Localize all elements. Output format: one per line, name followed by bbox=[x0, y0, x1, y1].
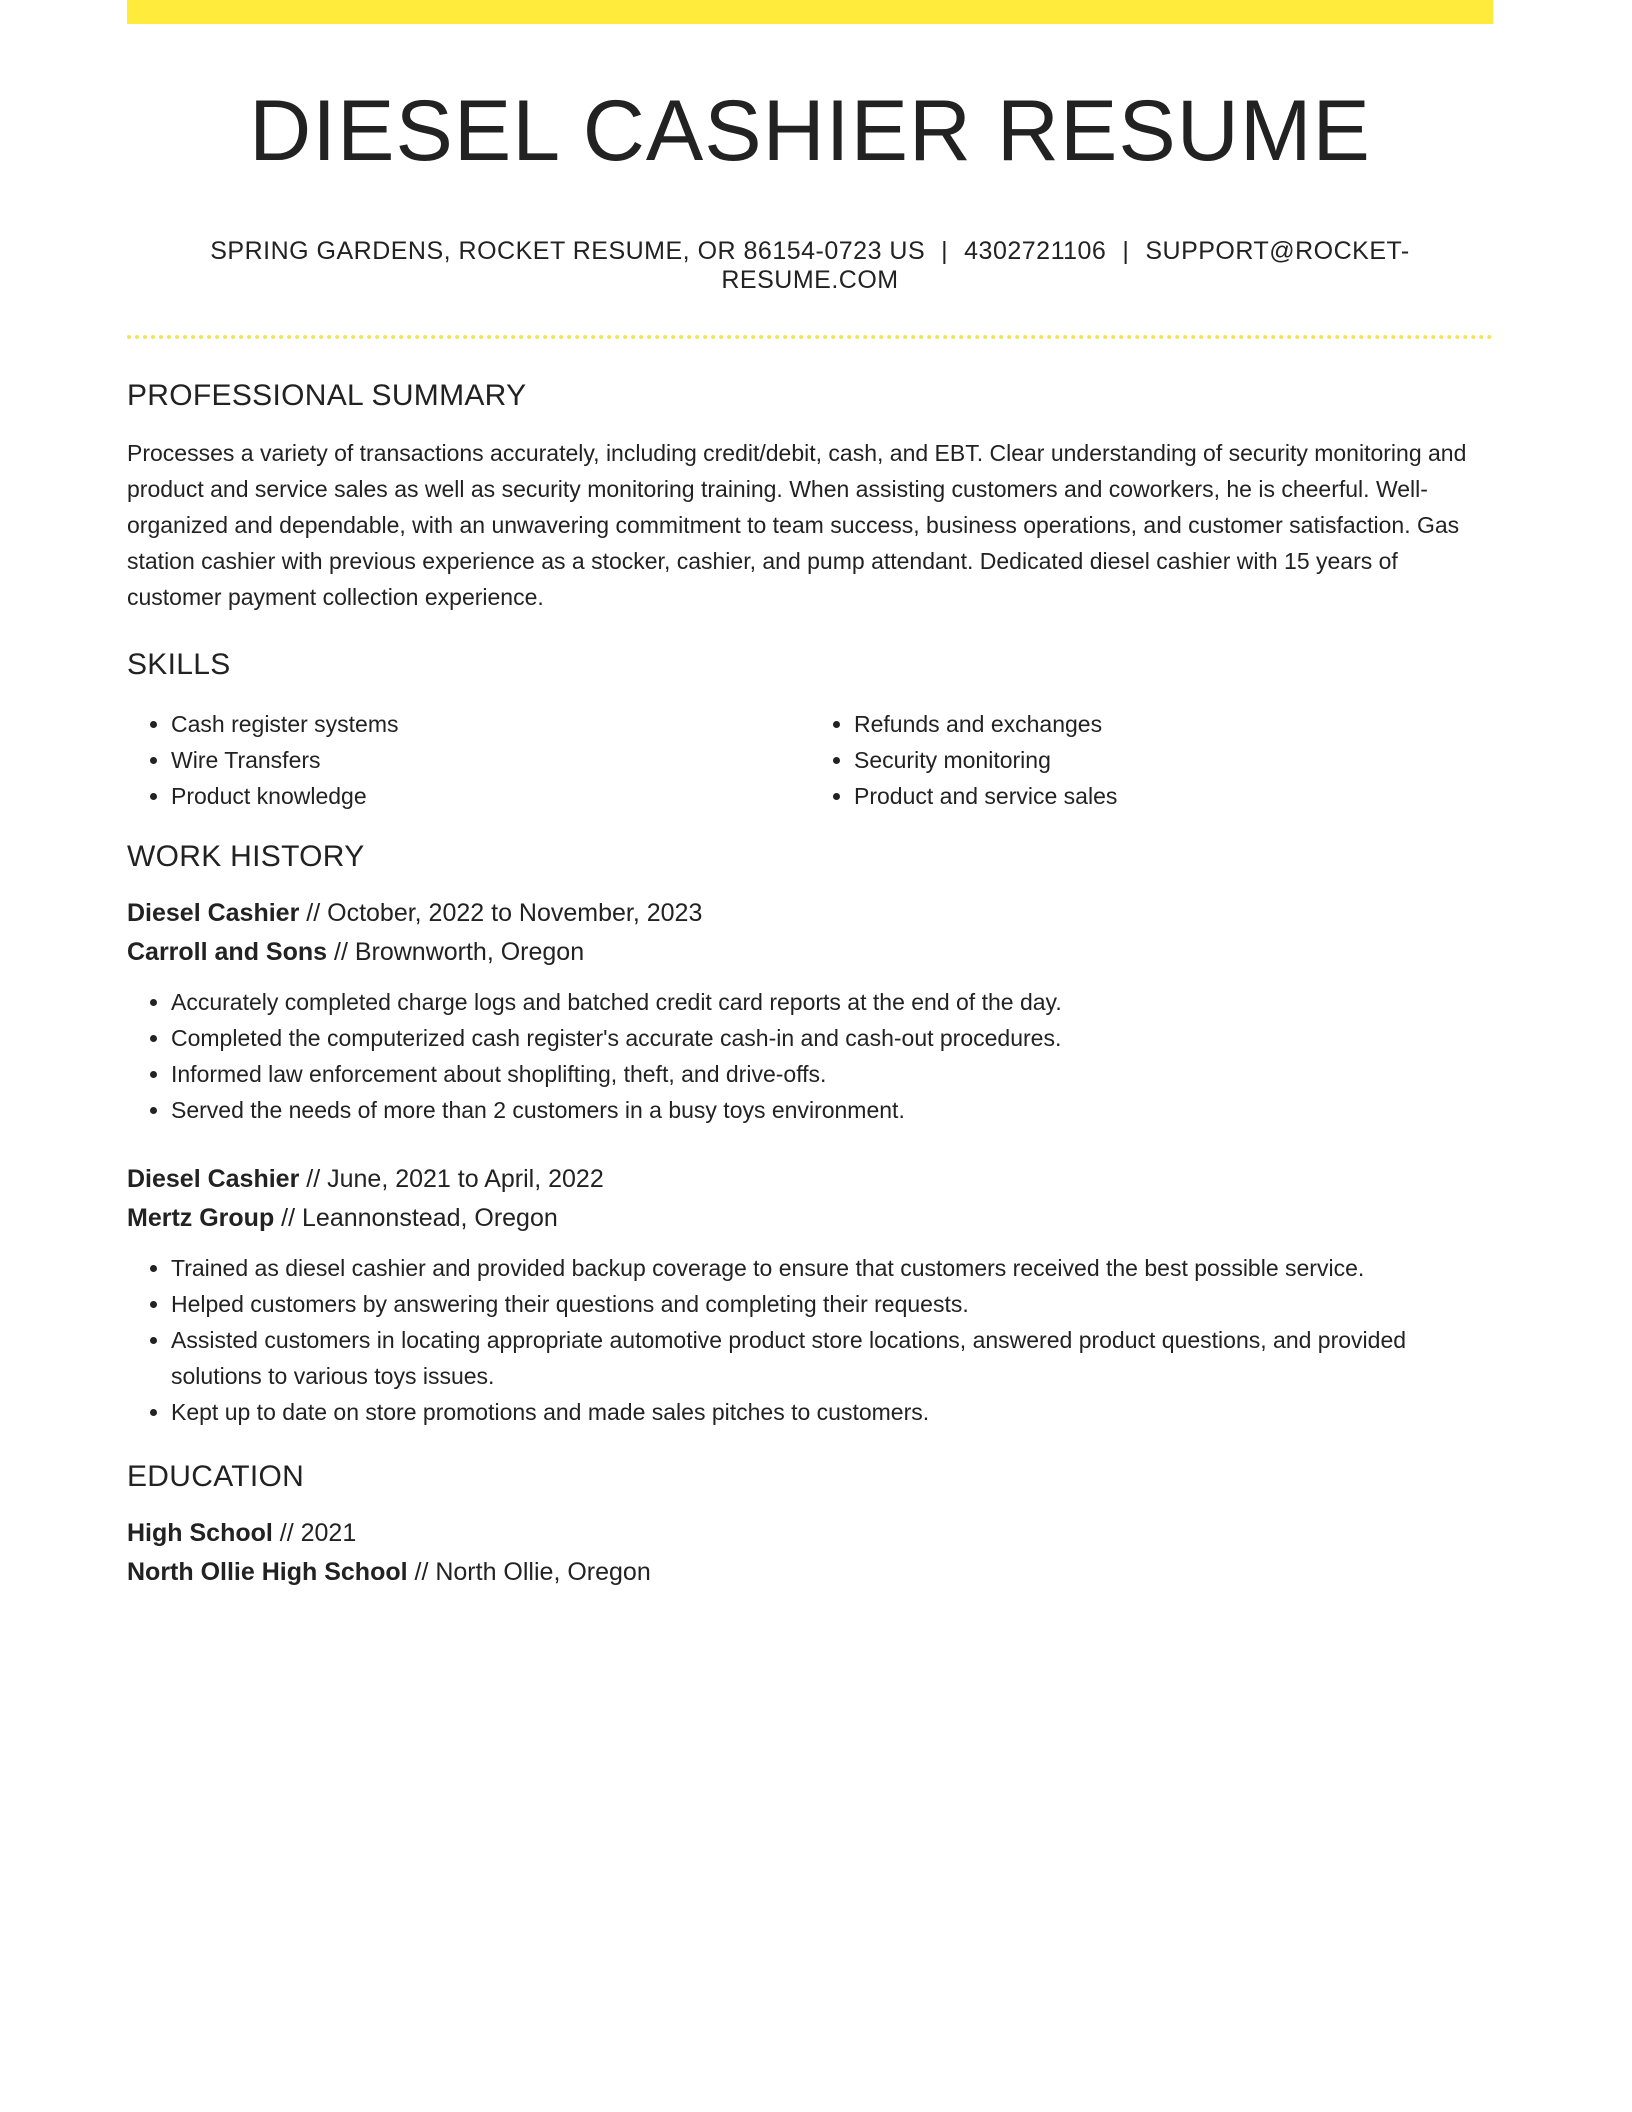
contact-email: SUPPORT@ROCKET-RESUME.COM bbox=[721, 236, 1410, 294]
job-location: // Leannonstead, Oregon bbox=[281, 1203, 558, 1232]
job-bullets bbox=[127, 1250, 1493, 1430]
contact-line bbox=[127, 237, 1493, 295]
skills-grid bbox=[127, 706, 1493, 814]
education-location: // North Ollie, Oregon bbox=[414, 1557, 651, 1586]
job-entry bbox=[127, 1160, 1493, 1430]
job-bullet: • Kept up to date on store promotions and made sales pitches to customers. bbox=[171, 1394, 1493, 1430]
job-bullet: • Completed the computerized cash register's accurate cash-in and cash-out procedures. bbox=[171, 1020, 1493, 1056]
resume-page bbox=[127, 0, 1493, 1592]
job-dates: // October, 2022 to November, 2023 bbox=[306, 898, 703, 927]
job-bullet: • Accurately completed charge logs and batched credit card reports at the end of the day. bbox=[171, 984, 1493, 1020]
education-degree: High School bbox=[127, 1518, 273, 1547]
education-heading: EDUCATION bbox=[127, 1459, 305, 1493]
accent-bar bbox=[127, 0, 1493, 24]
job-company: Carroll and Sons bbox=[127, 937, 328, 966]
contact-address: SPRING GARDENS, ROCKET RESUME, OR 86154-0723 US bbox=[210, 236, 926, 265]
skills-column-right bbox=[810, 706, 1493, 814]
job-bullet: • Informed law enforcement about shoplifting, theft, and drive-offs. bbox=[171, 1056, 1493, 1092]
skill-item: • Refunds and exchanges bbox=[854, 706, 1493, 742]
summary-text: Processes a variety of transactions accurately, including credit/debit, cash, and EBT. Clear understanding of security monitoring and product and service sales as well as security monitoring training. When assisting customers and coworkers, he is cheerful. Well-organized and dependable, with an unwavering commitment to team success, business operations, and customer satisfaction. Gas station cashier with previous experience as a stocker, cashier, and pump attendant. Dedicated diesel cashier with 15 years of customer payment collection experience. bbox=[127, 439, 1467, 610]
job-title: Diesel Cashier bbox=[127, 1164, 300, 1193]
job-title-line bbox=[127, 1160, 1493, 1199]
header-divider bbox=[127, 335, 1493, 339]
job-bullet: • Assisted customers in locating appropriate automotive product store locations, answered product questions, and provided solutions to various toys issues. bbox=[171, 1322, 1493, 1394]
job-title: Diesel Cashier bbox=[127, 898, 300, 927]
job-location: // Brownworth, Oregon bbox=[334, 937, 585, 966]
contact-separator: | bbox=[1122, 236, 1130, 265]
job-dates: // June, 2021 to April, 2022 bbox=[306, 1164, 604, 1193]
skills-column-left bbox=[127, 706, 810, 814]
education-school: North Ollie High School bbox=[127, 1557, 408, 1586]
skill-item: • Wire Transfers bbox=[171, 742, 810, 778]
job-bullet: • Trained as diesel cashier and provided backup coverage to ensure that customers received the best possible service. bbox=[171, 1250, 1493, 1286]
skill-item: • Product and service sales bbox=[854, 778, 1493, 814]
job-company-line bbox=[127, 1199, 1493, 1238]
education-year: // 2021 bbox=[279, 1518, 357, 1547]
job-bullet: • Served the needs of more than 2 customers in a busy toys environment. bbox=[171, 1092, 1493, 1128]
work-history-heading: WORK HISTORY bbox=[127, 839, 365, 873]
resume-title: DIESEL CASHIER RESUME bbox=[249, 83, 1371, 179]
contact-separator: | bbox=[941, 236, 949, 265]
contact-phone: 4302721106 bbox=[964, 236, 1107, 265]
education-school-line bbox=[127, 1553, 1493, 1592]
job-company-line bbox=[127, 933, 1493, 972]
job-title-line bbox=[127, 894, 1493, 933]
skill-item: • Security monitoring bbox=[854, 742, 1493, 778]
education-degree-line bbox=[127, 1514, 1493, 1553]
summary-heading: PROFESSIONAL SUMMARY bbox=[127, 378, 527, 412]
skill-item: • Product knowledge bbox=[171, 778, 810, 814]
job-bullet: • Helped customers by answering their questions and completing their requests. bbox=[171, 1286, 1493, 1322]
job-bullets bbox=[127, 984, 1493, 1128]
job-company: Mertz Group bbox=[127, 1203, 275, 1232]
skills-heading: SKILLS bbox=[127, 647, 231, 681]
job-entry bbox=[127, 894, 1493, 1128]
skill-item: • Cash register systems bbox=[171, 706, 810, 742]
